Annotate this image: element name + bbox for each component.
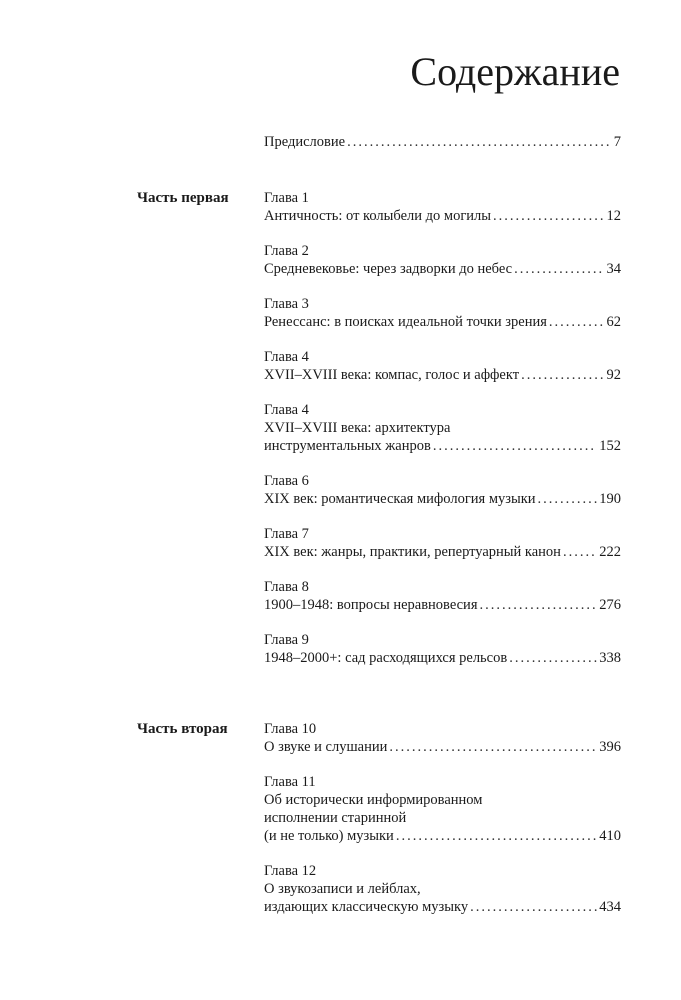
chapter-number: Глава 11	[264, 774, 316, 790]
chapter-number: Глава 2	[264, 243, 309, 259]
part-label: Часть первая	[137, 190, 229, 206]
toc-entry-chapter[interactable]	[264, 720, 621, 756]
chapter-title-line: О звукозаписи и лейблах,	[264, 881, 421, 897]
page-number: 92	[606, 367, 621, 383]
dot-leader	[549, 313, 605, 331]
chapter-title-text: XIX век: романтическая мифология музыки	[264, 491, 536, 507]
chapter-title-line: XVII–XVIII века: архитектура	[264, 420, 451, 436]
chapter-number: Глава 6	[264, 473, 309, 489]
toc-entry-chapter[interactable]	[264, 242, 621, 278]
page-number: 12	[606, 208, 621, 224]
page-number: 276	[599, 597, 621, 613]
chapter-title-text: XIX век: жанры, практики, репертуарный канон	[264, 544, 561, 560]
page-number: 410	[599, 828, 621, 844]
chapter-title-text: Ренессанс: в поисках идеальной точки зрения	[264, 314, 547, 330]
page-number: 152	[599, 438, 621, 454]
dot-leader	[470, 898, 597, 916]
toc-entry-chapter[interactable]	[264, 348, 621, 384]
toc-entry-chapter[interactable]	[264, 631, 621, 667]
chapter-number: Глава 3	[264, 296, 309, 312]
page-number: 396	[599, 739, 621, 755]
dot-leader	[538, 490, 598, 508]
toc-entry-chapter[interactable]	[264, 773, 621, 845]
chapter-title-last-line	[264, 543, 621, 561]
chapter-title-last-line	[264, 898, 621, 916]
chapter-title-text: Античность: от колыбели до могилы	[264, 208, 492, 224]
toc-entry-chapter[interactable]	[264, 578, 621, 614]
chapter-number: Глава 4	[264, 349, 309, 365]
toc-entry-chapter[interactable]	[264, 189, 621, 225]
chapter-title-text: издающих классическую музыку	[264, 899, 469, 915]
page-number: 34	[606, 261, 621, 277]
part-label: Часть вторая	[137, 721, 228, 737]
dot-leader	[389, 738, 597, 756]
chapter-title-line: исполнении старинной	[264, 810, 407, 826]
chapter-number: Глава 7	[264, 526, 309, 542]
page-number: 7	[613, 134, 621, 150]
chapter-number: Глава 1	[264, 190, 309, 206]
page-number: 434	[599, 899, 621, 915]
chapter-title-text: 1948–2000+: сад расходящихся рельсов	[264, 650, 508, 666]
dot-leader	[347, 133, 612, 151]
chapter-title-text: (и не только) музыки	[264, 828, 394, 844]
toc-entry-chapter[interactable]	[264, 472, 621, 508]
chapter-number: Глава 4	[264, 402, 309, 418]
toc-entry-chapter[interactable]	[264, 862, 621, 916]
chapter-title-last-line	[264, 490, 621, 508]
page-number: 222	[599, 544, 621, 560]
chapter-title-last-line	[264, 649, 621, 667]
chapter-title-last-line	[264, 207, 621, 225]
dot-leader	[396, 827, 597, 845]
dot-leader	[433, 437, 597, 455]
chapter-title-text: инструментальных жанров	[264, 438, 431, 454]
dot-leader	[480, 596, 598, 614]
dot-leader	[493, 207, 604, 225]
dot-leader	[509, 649, 597, 667]
chapter-title-line: Об исторически информированном	[264, 792, 483, 808]
toc-entry-chapter[interactable]	[264, 401, 621, 455]
chapter-title-last-line	[264, 596, 621, 614]
page-number: 338	[599, 650, 621, 666]
dot-leader	[514, 260, 604, 278]
chapter-title-last-line	[264, 366, 621, 384]
page-title: Содержание	[410, 49, 620, 94]
chapter-title-last-line	[264, 260, 621, 278]
chapter-title-text: Предисловие	[264, 134, 346, 150]
chapter-number: Глава 12	[264, 863, 317, 879]
chapter-number: Глава 9	[264, 632, 309, 648]
chapter-title-text: 1900–1948: вопросы неравновесия	[264, 597, 478, 613]
dot-leader	[563, 543, 597, 561]
chapter-title-text: О звуке и слушании	[264, 739, 388, 755]
chapter-number: Глава 8	[264, 579, 309, 595]
toc-entry-preface[interactable]	[264, 133, 621, 151]
toc-entry-chapter[interactable]	[264, 525, 621, 561]
chapter-title-last-line	[264, 133, 621, 151]
chapter-title-last-line	[264, 738, 621, 756]
chapter-title-last-line	[264, 437, 621, 455]
chapter-title-text: XVII–XVIII века: компас, голос и аффект	[264, 367, 520, 383]
dot-leader	[521, 366, 604, 384]
chapter-title-last-line	[264, 313, 621, 331]
page-number: 62	[606, 314, 621, 330]
chapter-title-text: Средневековье: через задворки до небес	[264, 261, 513, 277]
chapter-title-last-line	[264, 827, 621, 845]
chapter-number: Глава 10	[264, 721, 317, 737]
page-number: 190	[599, 491, 621, 507]
toc-entry-chapter[interactable]	[264, 295, 621, 331]
